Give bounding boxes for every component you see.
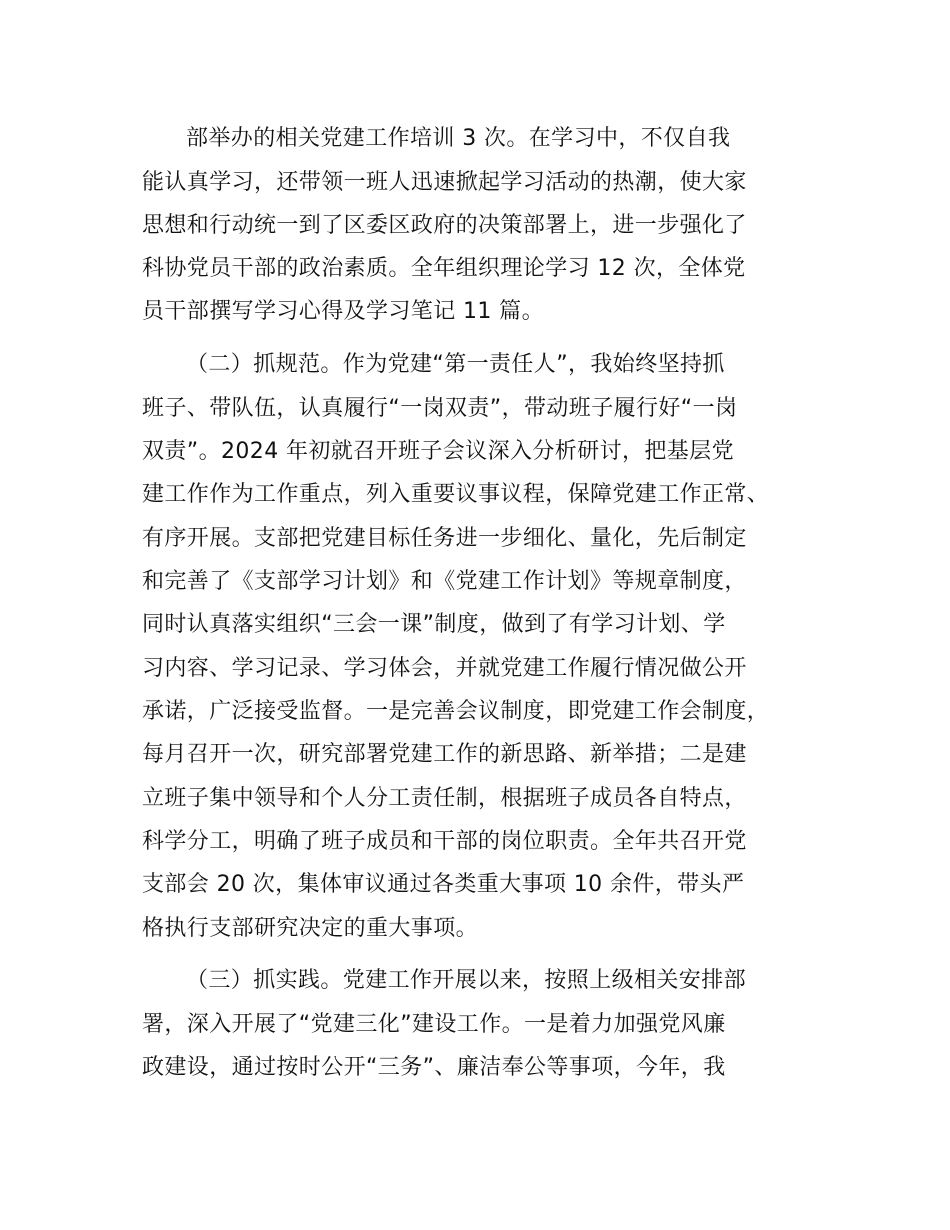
text-line: 科协党员干部的政治素质。全年组织理论学习 12 次，全体党 (142, 256, 746, 281)
text-line: 建工作作为工作重点，列入重要议事议程，保障党建工作正常、 (142, 482, 770, 507)
text-line: 支部会 20 次，集体审议通过各类重大事项 10 余件，带头严 (142, 872, 745, 897)
text-line: 同时认真落实组织“三会一课”制度，做到了有学习计划、学 (142, 612, 726, 637)
text-line: 思想和行动统一到了区委区政府的决策部署上，进一步强化了 (142, 213, 747, 238)
text-line: 署，深入开展了“党建三化”建设工作。一是着力加强党风廉 (142, 1012, 726, 1037)
text-line: 有序开展。支部把党建目标任务进一步细化、量化，先后制定 (142, 526, 747, 551)
text-line: 和完善了《支部学习计划》和《党建工作计划》等规章制度， (142, 569, 747, 594)
text-line: 每月召开一次，研究部署党建工作的新思路、新举措；二是建 (142, 742, 747, 767)
text-line: 格执行支部研究决定的重大事项。 (142, 916, 479, 941)
text-line: 班子、带队伍，认真履行“一岗双责”，带动班子履行好“一岗 (142, 396, 738, 421)
text-line: 立班子集中领导和个人分工责任制，根据班子成员各自特点， (142, 786, 747, 811)
text-line: 能认真学习，还带领一班人迅速掀起学习活动的热潮，使大家 (142, 170, 747, 195)
text-line: 政建设，通过按时公开“三务”、廉洁奉公等事项，今年，我 (142, 1055, 726, 1080)
section-heading-line: （三）抓实践。党建工作开展以来，按照上级相关安排部 (186, 968, 747, 993)
text-line: 员干部撰写学习心得及学习笔记 11 篇。 (142, 299, 544, 324)
text-line: 双责”。2024 年初就召开班子会议深入分析研讨，把基层党 (142, 439, 734, 464)
text-line: 部举办的相关党建工作培训 3 次。在学习中，不仅自我 (186, 126, 731, 151)
text-line: 科学分工，明确了班子成员和干部的岗位职责。全年共召开党 (142, 829, 747, 854)
text-line: 习内容、学习记录、学习体会，并就党建工作履行情况做公开 (142, 656, 747, 681)
text-line: 承诺，广泛接受监督。一是完善会议制度，即党建工作会制度， (142, 699, 770, 724)
section-heading-line: （二）抓规范。作为党建“第一责任人”，我始终坚持抓 (186, 352, 725, 377)
